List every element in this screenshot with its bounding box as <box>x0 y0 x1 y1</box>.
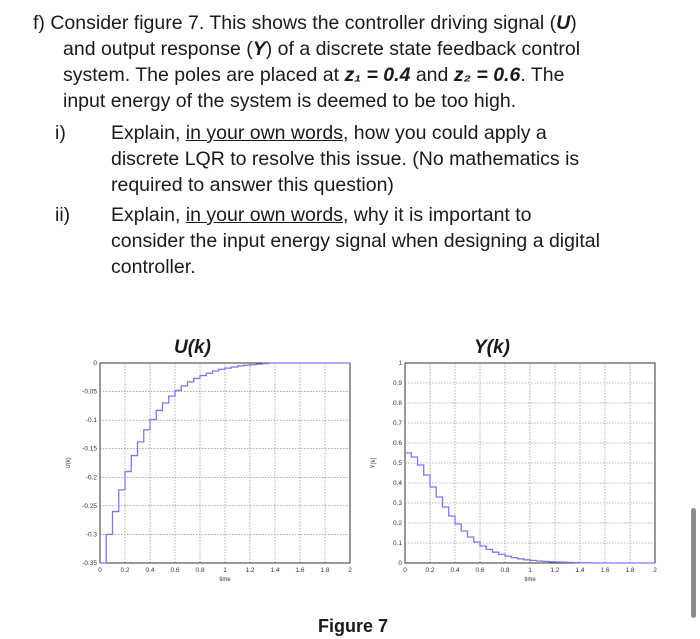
x-tick-label: 0.2 <box>120 567 130 574</box>
text-run: Explain, <box>111 122 186 144</box>
figure-caption: Figure 7 <box>318 616 389 636</box>
x-tick-label: 0.8 <box>500 567 510 574</box>
x-tick-label: 2 <box>348 567 352 574</box>
x-tick-label: 0.8 <box>195 567 205 574</box>
x-tick-label: 0.6 <box>170 567 180 574</box>
emphasis-text: Y <box>252 38 266 60</box>
sub-question <box>33 202 653 280</box>
y-tick-label: -0.2 <box>85 474 97 482</box>
y-tick-label: 0 <box>398 560 402 567</box>
x-tick-label: 1.6 <box>295 567 305 574</box>
text-run: ) <box>570 12 577 34</box>
text-run: Explain, <box>111 204 186 226</box>
sub-question-line <box>111 254 653 280</box>
u-chart <box>60 353 360 588</box>
sub-question-body <box>33 202 653 280</box>
y-tick-label: 0.5 <box>392 460 402 467</box>
text-run: input energy of the system is deemed to be too high. <box>63 90 517 112</box>
x-tick-label: 1.6 <box>600 567 610 574</box>
scrollbar[interactable] <box>691 508 696 618</box>
question-label: f) <box>33 12 51 34</box>
text-run: controller. <box>111 256 196 278</box>
x-tick-label: 0.4 <box>145 567 155 574</box>
sub-question-line <box>111 228 653 254</box>
y-tick-label: -0.1 <box>85 417 97 425</box>
y-chart <box>365 353 665 588</box>
text-run: required to answer this question) <box>111 174 394 196</box>
text-run: and output response ( <box>63 38 253 60</box>
x-tick-label: 1 <box>528 567 532 574</box>
sub-question-body <box>33 120 653 198</box>
y-axis-label: U(k) <box>66 457 72 469</box>
y-tick-label: 0.2 <box>392 520 402 527</box>
intro-line <box>33 10 653 36</box>
question-block <box>33 10 653 280</box>
intro-line <box>33 88 653 114</box>
emphasis-text: z₂ = 0.6 <box>453 64 521 86</box>
text-run: and <box>410 64 454 86</box>
text-run: , how you could apply a <box>342 122 547 144</box>
question-items <box>33 120 653 280</box>
text-run: discrete LQR to resolve this issue. (No mathematics is <box>111 148 580 170</box>
x-tick-label: 0.2 <box>425 567 435 574</box>
y-plot-title: Y(k) <box>474 337 510 358</box>
text-run: consider the input energy signal when designing a digital <box>111 230 600 252</box>
y-axis-label: Y(k) <box>371 457 377 469</box>
u-plot-title: U(k) <box>174 337 211 358</box>
sub-question <box>33 120 653 198</box>
x-tick-label: 1.2 <box>550 567 560 574</box>
intro-line <box>33 62 653 88</box>
y-tick-label: -0.05 <box>82 388 97 396</box>
sub-question-line <box>111 172 653 198</box>
y-tick-label: -0.35 <box>82 560 97 567</box>
emphasis-text: U <box>556 12 571 34</box>
x-tick-label: 1.8 <box>320 567 330 574</box>
x-axis-label: time <box>219 577 231 583</box>
y-tick-label: 0.7 <box>392 420 402 427</box>
emphasis-text: z₁ = 0.4 <box>344 64 411 86</box>
underlined-text: in your own words <box>185 204 343 226</box>
y-tick-label: -0.3 <box>85 531 97 539</box>
x-tick-label: 1.4 <box>270 567 280 574</box>
y-tick-label: 0.4 <box>392 480 402 487</box>
x-tick-label: 2 <box>653 567 657 574</box>
x-tick-label: 0.4 <box>450 567 460 574</box>
text-run: . The <box>520 64 565 86</box>
x-tick-label: 0.6 <box>475 567 485 574</box>
x-tick-label: 1.4 <box>575 567 585 574</box>
x-tick-label: 1.2 <box>245 567 255 574</box>
x-tick-label: 0 <box>98 567 102 574</box>
x-tick-label: 1 <box>223 567 227 574</box>
text-run: system. The poles are placed at <box>63 64 345 86</box>
question-intro <box>33 10 653 114</box>
y-tick-label: -0.15 <box>82 445 97 453</box>
sub-question-line <box>111 146 653 172</box>
sub-question-line <box>111 120 653 146</box>
x-tick-label: 1.8 <box>625 567 635 574</box>
sub-question-number: ii) <box>55 204 71 226</box>
x-tick-label: 0 <box>403 567 407 574</box>
y-tick-label: 0.3 <box>392 500 402 507</box>
y-tick-label: -0.25 <box>82 502 97 510</box>
intro-line <box>33 36 653 62</box>
text-run: , why it is important to <box>342 204 532 226</box>
y-tick-label: 1 <box>398 360 402 367</box>
sub-question-line <box>111 202 653 228</box>
text-run: ) of a discrete state feedback control <box>265 38 581 60</box>
y-tick-label: 0.6 <box>392 440 402 447</box>
y-tick-label: 0.8 <box>392 400 402 407</box>
x-axis-label: time <box>524 577 536 583</box>
text-run: Consider figure 7. This shows the controller driving signal ( <box>50 12 557 34</box>
y-tick-label: 0 <box>93 360 97 367</box>
sub-question-number: i) <box>55 122 66 144</box>
y-tick-label: 0.9 <box>392 380 402 387</box>
underlined-text: in your own words <box>185 122 343 144</box>
y-tick-label: 0.1 <box>392 540 402 547</box>
